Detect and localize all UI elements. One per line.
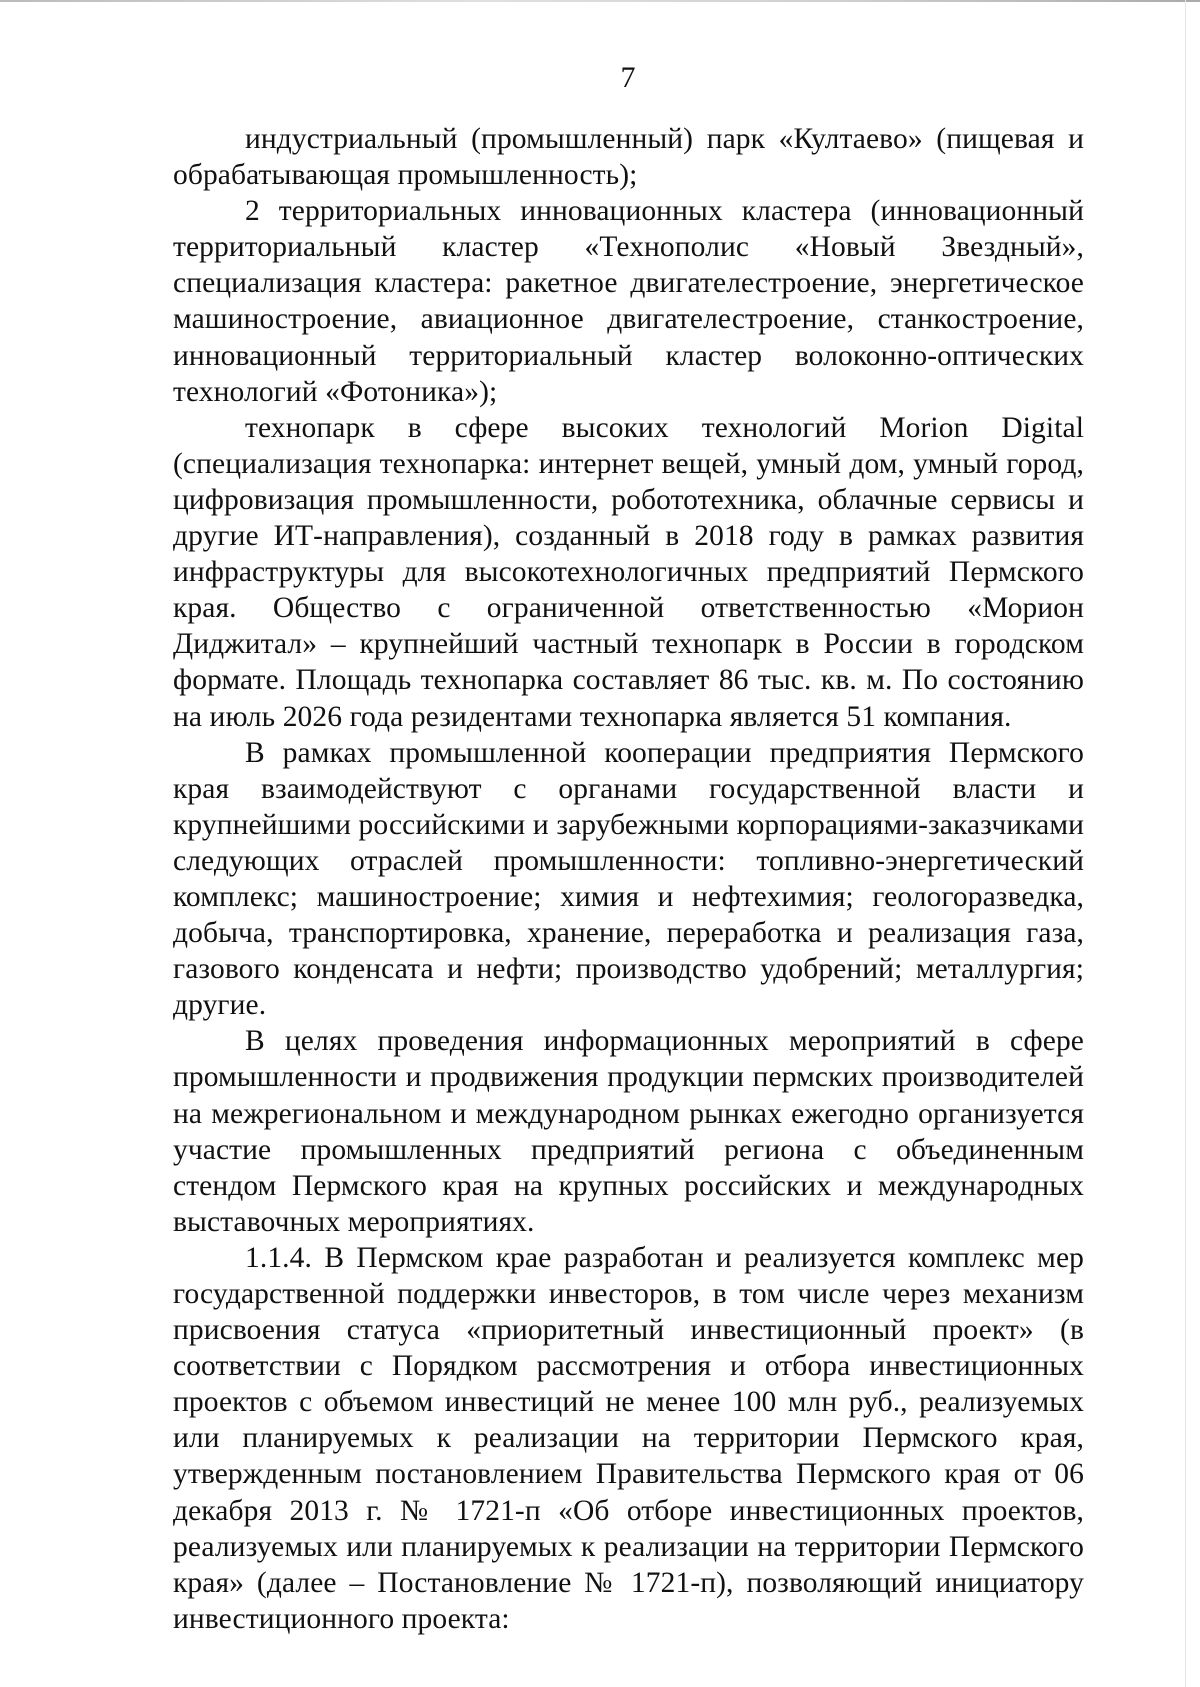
paragraph-innovation-clusters: 2 территориальных инновационных кластера (инновационный территориальный кластер «Технополис «Новый Звездный», специализация кластера: ракетное двигателестроение, энергетическое машиностроение, авиационное двигателестроение, станкостроение, инновационный территориальный кластер волоконно-оптических технологий «Фотоника»); <box>173 195 1084 408</box>
paragraph-technopark: технопарк в сфере высоких технологий Morion Digital (специализация технопарка: интернет вещей, умный дом, умный город, цифровизация промышленности, робототехника, облачные сервисы и другие ИТ-направления), созданный в 2018 году в рамках развития инфраструктуры для высокотехнологичных предприятий Пермского края. Общество с ограниченной ответственностью «Морион Диджитал» – крупнейший частный технопарк в России в городском формате. Площадь технопарка составляет 86 тыс. кв. м. По состоянию на июль 2026 года резидентами технопарка является 51 компания. <box>173 411 1084 733</box>
paragraph-investor-support: 1.1.4. В Пермском крае разработан и реализуется комплекс мер государственной поддержки инвесторов, в том числе через механизм присвоения статуса «приоритетный инвестиционный проект» (в соответствии с Порядком рассмотрения и отбора инвестиционных проектов с объемом инвестиций не менее 100 млн руб., реализуемых или планируемых к реализации на территории Пермского края, утвержденным постановлением Правительства Пермского края от 06 декабря 2013 г. № 1721-п «Об отборе инвестиционных проектов, реализуемых или планируемых к реализации на территории Пермского края» (далее – Постановление № 1721-п), позволяющий инициатору инвестиционного проекта: <box>173 1241 1084 1635</box>
paragraph-industrial-cooperation: В рамках промышленной кооперации предприятия Пермского края взаимодействуют с органами государственной власти и крупнейшими российскими и зарубежными корпорациями-заказчиками следующих отраслей промышленности: топливно-энергетический комплекс; машиностроение; химия и нефтехимия; геологоразведка, добыча, транспортировка, хранение, переработка и реализация газа, газового конденсата и нефти; производство удобрений; металлургия; другие. <box>173 736 1084 1022</box>
paragraph-exhibitions: В целях проведения информационных мероприятий в сфере промышленности и продвижения продукции пермских производителей на межрегиональном и международном рынках ежегодно организуется участие промышленных предприятий региона с объединенным стендом Пермского края на крупных российских и международных выставочных мероприятиях. <box>173 1025 1084 1238</box>
scan-edge-top <box>0 0 1200 2</box>
document-body <box>173 121 1084 1637</box>
scan-edge-right <box>1185 0 1186 1687</box>
paragraph-industrial-park: индустриальный (промышленный) парк «Култаево» (пищевая и обрабатывающая промышленность); <box>173 123 1084 192</box>
page-number: 7 <box>620 61 636 94</box>
